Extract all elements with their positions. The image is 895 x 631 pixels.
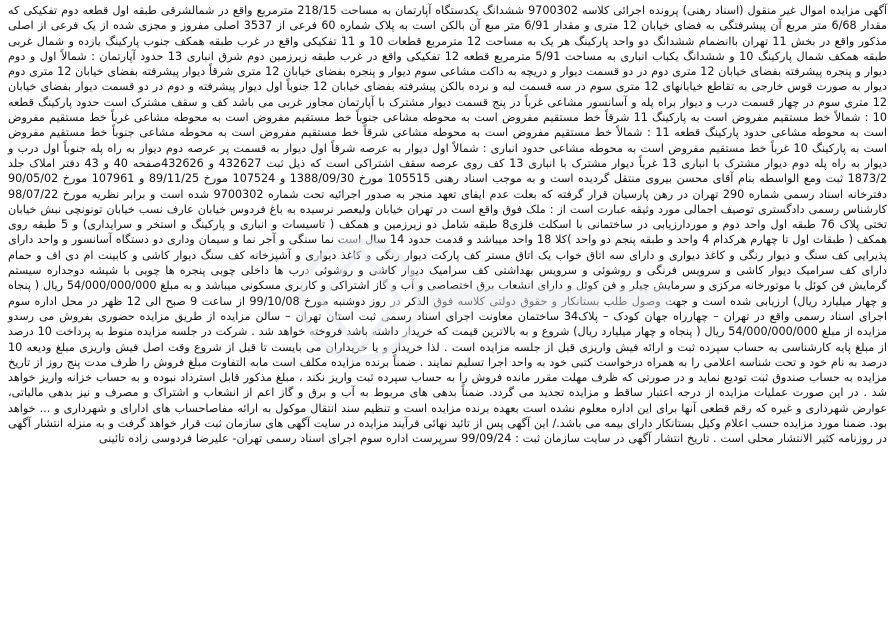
auction-notice-text: آگهی مزایده اموال غیر منقول (اسناد رهنی) پرونده اجرائی کلاسه 9700302 ششدانگ یکدستگاه آپارتمان به مساحت 218/15 مترمربع واقع در شمالشرقی طبقه اول قطعه دوم تفکیکی که مقدار 6/68 متر مربع آن پیشرفتگی به فضای خیابان 12 متری و مقدار 6/91 متر مبع آن بالکن است به پلاک شماره 60 فرعی از 3537 اصلی مفروز و مجزی شده از یک فرعی از اصلی مذکور واقع در بخش 11 تهران باانضمام ششدانگ دو واحد پارکینگ هر یک به مساحت 12 مترمربع قطعات 10 و 11 تفکیکی واقع در غرب طبقه همکف جنوب پارکینگ یازده و شمال غربی طبقه همکف شمال پارکینگ 10 و ششدانگ یکباب انباری به مساحت 5/91 مترمربع قطعه 12 تفکیکی واقع در غرب طبقه زیرزمین دوم شرق انباری 13 حدود آپارتمان : شمالاً اول و دوم دیوار و پنجره پیشرفته بفضای خیابان 12 متری دوم در دو قسمت دیوار و دریچه به داکت مشاعی سوم دیوار و پنجره بفضای خیابان 12 متری شرقاً دیوار پیشرفته بفضای خیابان 12 متری دوم دیوار به صورت قوس خارجی به تقاطع خیابانهای 12 متری سوم در سه قسمت لبه و نرده بالکن پیشرفته بفضای خیابان 12 جنوباً اول دیوار پیشرفته و دوم در دو قسمت دیوار بفضای خیابان 12 متری سوم در چهار قسمت درب و دیوار براه پله و آسانسور مشاعی غرباً در پنج قسمت دیوار مشترک با آپارتمان مجاور غربی می باشد کف و سقف مشترک است حدود پارکینگ قطعه 10 : شمالاً خط مستقیم مفروض است به پارکینگ 11 شرقاً خط مستقیم مفروض است به محوطه مشاعی جنوباً خط مستقیم مفروض است به محوطه مشاعی غرباً خط مستقیم مفروض است به محوطه مشاعی حدود پارکینگ قطعه 11 : شمالاً خط مستقیم مفروض است به محوطه مشاعی شرقاً خط مستقیم مفروض است به محوطه مشاعی جنوباً خط مستقیم مفروض است به پارکینگ 10 غرباً خط مستقیم مفروض است به محوطه مشاعی حدود انباری : شمالاً اول دیوار به عرصه شرقاً اول دیوار به قسمت پر عرصه دوم دیوار به راه پله جنوباً اول درب و دیوار به راه پله دوم دیوار مشترک با انباری 13 غرباً دیوار مشترک با انباری 13 کف روی عرصه سقف اشتراکی است که ذیل ثبت 432627 و 432626صفحه 40 و 43 دفتر املاک جلد 1873/2 ثبت ومع الواسطه بنام آقای محسن بیروی منتقل گردیده است و به موجب اسناد رهنی 105515 مورخ 1388/09/30 و 107524 مورخ 89/11/25 و 107961 مورخ 90/05/02 دفترخانه اسناد رسمی شماره 290 تهران در رهن پارسیان قرار گرفته که بعلت عدم ایفای تعهد منجر به صدور اجرائیه تحت شماره 9700302 شده است و برابر نظریه مورخ 98/07/22 کارشناس رسمی دادگستری توصیف اجمالی مورد وثیقه عبارت است از : ملک فوق واقع است در تهران خیابان ولیعصر نرسیده به باغ فردوس خیابان عارف نسب خیابان تونونچی نبش خیابان تختی پلاک 76 طبقه اول واحد دوم و موردارزیابی در ساختمانی با اسکلت فلزی8 طبقه شامل دو زیرزمین و همکف ( تاسیسات و انباری و پارکینگ و استخر و سرایداری) و 5 طبقه روی همکف ( طبقات اول تا چهارم هرکدام 4 واحد و طبقه پنجم دو واحد )کلا 18 واحد میباشد و قدمت حدود 14 سال است نما سنگی و آجر نما و سیمان وداری دو دستگاه آسانسور و واحد دارای پذیرایی کف سنگ و دیوار رنگی و کاغذ دیواری و دارای سه اتاق خواب یک اتاق مستر کف پارکت دیوار رنگی و کاغذ دیواری و آشپزخانه کف سنگ دیوار کاشی و کابینت ام دی اف و حمام دارای کف سرامیک دیوار کاشی و سرویس فرنگی و روشوئی و سرویس بهداشتی کف سرامیک دیوار کاشی و روشوئی درب ها داخلی چوبی پنجره ها چوبی با شیشه دوجداره سیستم گرمایش فن کوئل با موتورخانه مرکزی و سرمایش چیلر و فن کوئل و دارای انشعاب برق اختصاصی و آب و گاز اشتراکی و کاربری مسکونی میباشد و به مبلغ 54/000/000/000 ریال ( پنجاه و چهار میلیارد ریال) ارزیابی شده است و جهت وصول طلب بستانکار و حقوق دولتی کلاسه فوق الذکر در روز دوشنبه مورخ 99/10/08 از ساعت 9 صبح الی 12 ظهر در محل اداره سوم اجرای اسناد رسمی واقع در تهران – چهارراه جهان کودک – پلاک34 ساختمان معاونت اجرای اسناد رسمی ثبت استان تهران – سالن مزایده از طریق مزایده حضوری بفروش می رسدو مزایده از مبلغ 54/000/000/000 ریال ( پنجاه و چهار میلیارد ریال) شروع و به بالاترین قیمت که خریدار داشته باشد فروخته خواهد شد . شرکت در جلسه مزایده منوط به پرداخت 10 درصد از مبلغ پایه کارشناسی به حساب سپرده ثبت و ارائه فیش واریزی قبل از جلسه مزایده است . لذا خریدار و یا خریداران می بایست تا قبل از شروع وقت اصل فیش واریزی مبلغ ودیعه 10 درصد به نام خود و تحت شناسه اعلامی را به همراه درخواست کتبی خود به واحد اجرا تسلیم نمایند . ضمناً برنده مزایده مکلف است مابه التفاوت مبلغ فروش را ظرف مدت پنج روز از تاریخ مزایده به حساب صندوق ثبت تودیع نماید و در صورتی که ظرف مهلت مقرر مانده فروش را به حساب سپرده ثبت واریز نکند ، مبلغ مذکور قابل استرداد نبوده و به حساب خزانه واریز خواهد شد . در این صورت عملیات مزایده از درجه اعتبار ساقط و مزایده تجدید می گردد. ضمناً بدهی های مربوط به آب و برق و گاز اعم از انشعاب و اشتراک و مصرف و نیز بدهی مالیاتی، عوارض شهرداری و غیره که رقم قطعی آنها برای این اداره معلوم نشده است بعهده برنده مزایده است و تنظیم سند انتقال موکول به ارائه مفاصاحساب های ادارای و شهرداری و ... خواهد بود. ضمنا مورد مزایده حسب اعلام وکیل بستانکار دارای بیمه می باشد./ این آگهی پس از تائید نهائی فرآیند مزایده در سایت آگهی های سازمان ثبت قرار خواهد گرفت و به منزله انتشار آگهی در روزنامه کثیر الانتشار محلی است . تاریخ انتشار آگهی در سایت سازمان ثبت : 99/09/24 سرپرست اداره سوم اجرای اسناد رسمی تهران- علیرضا فردوسی زاده تائینی (8, 4, 888, 446)
